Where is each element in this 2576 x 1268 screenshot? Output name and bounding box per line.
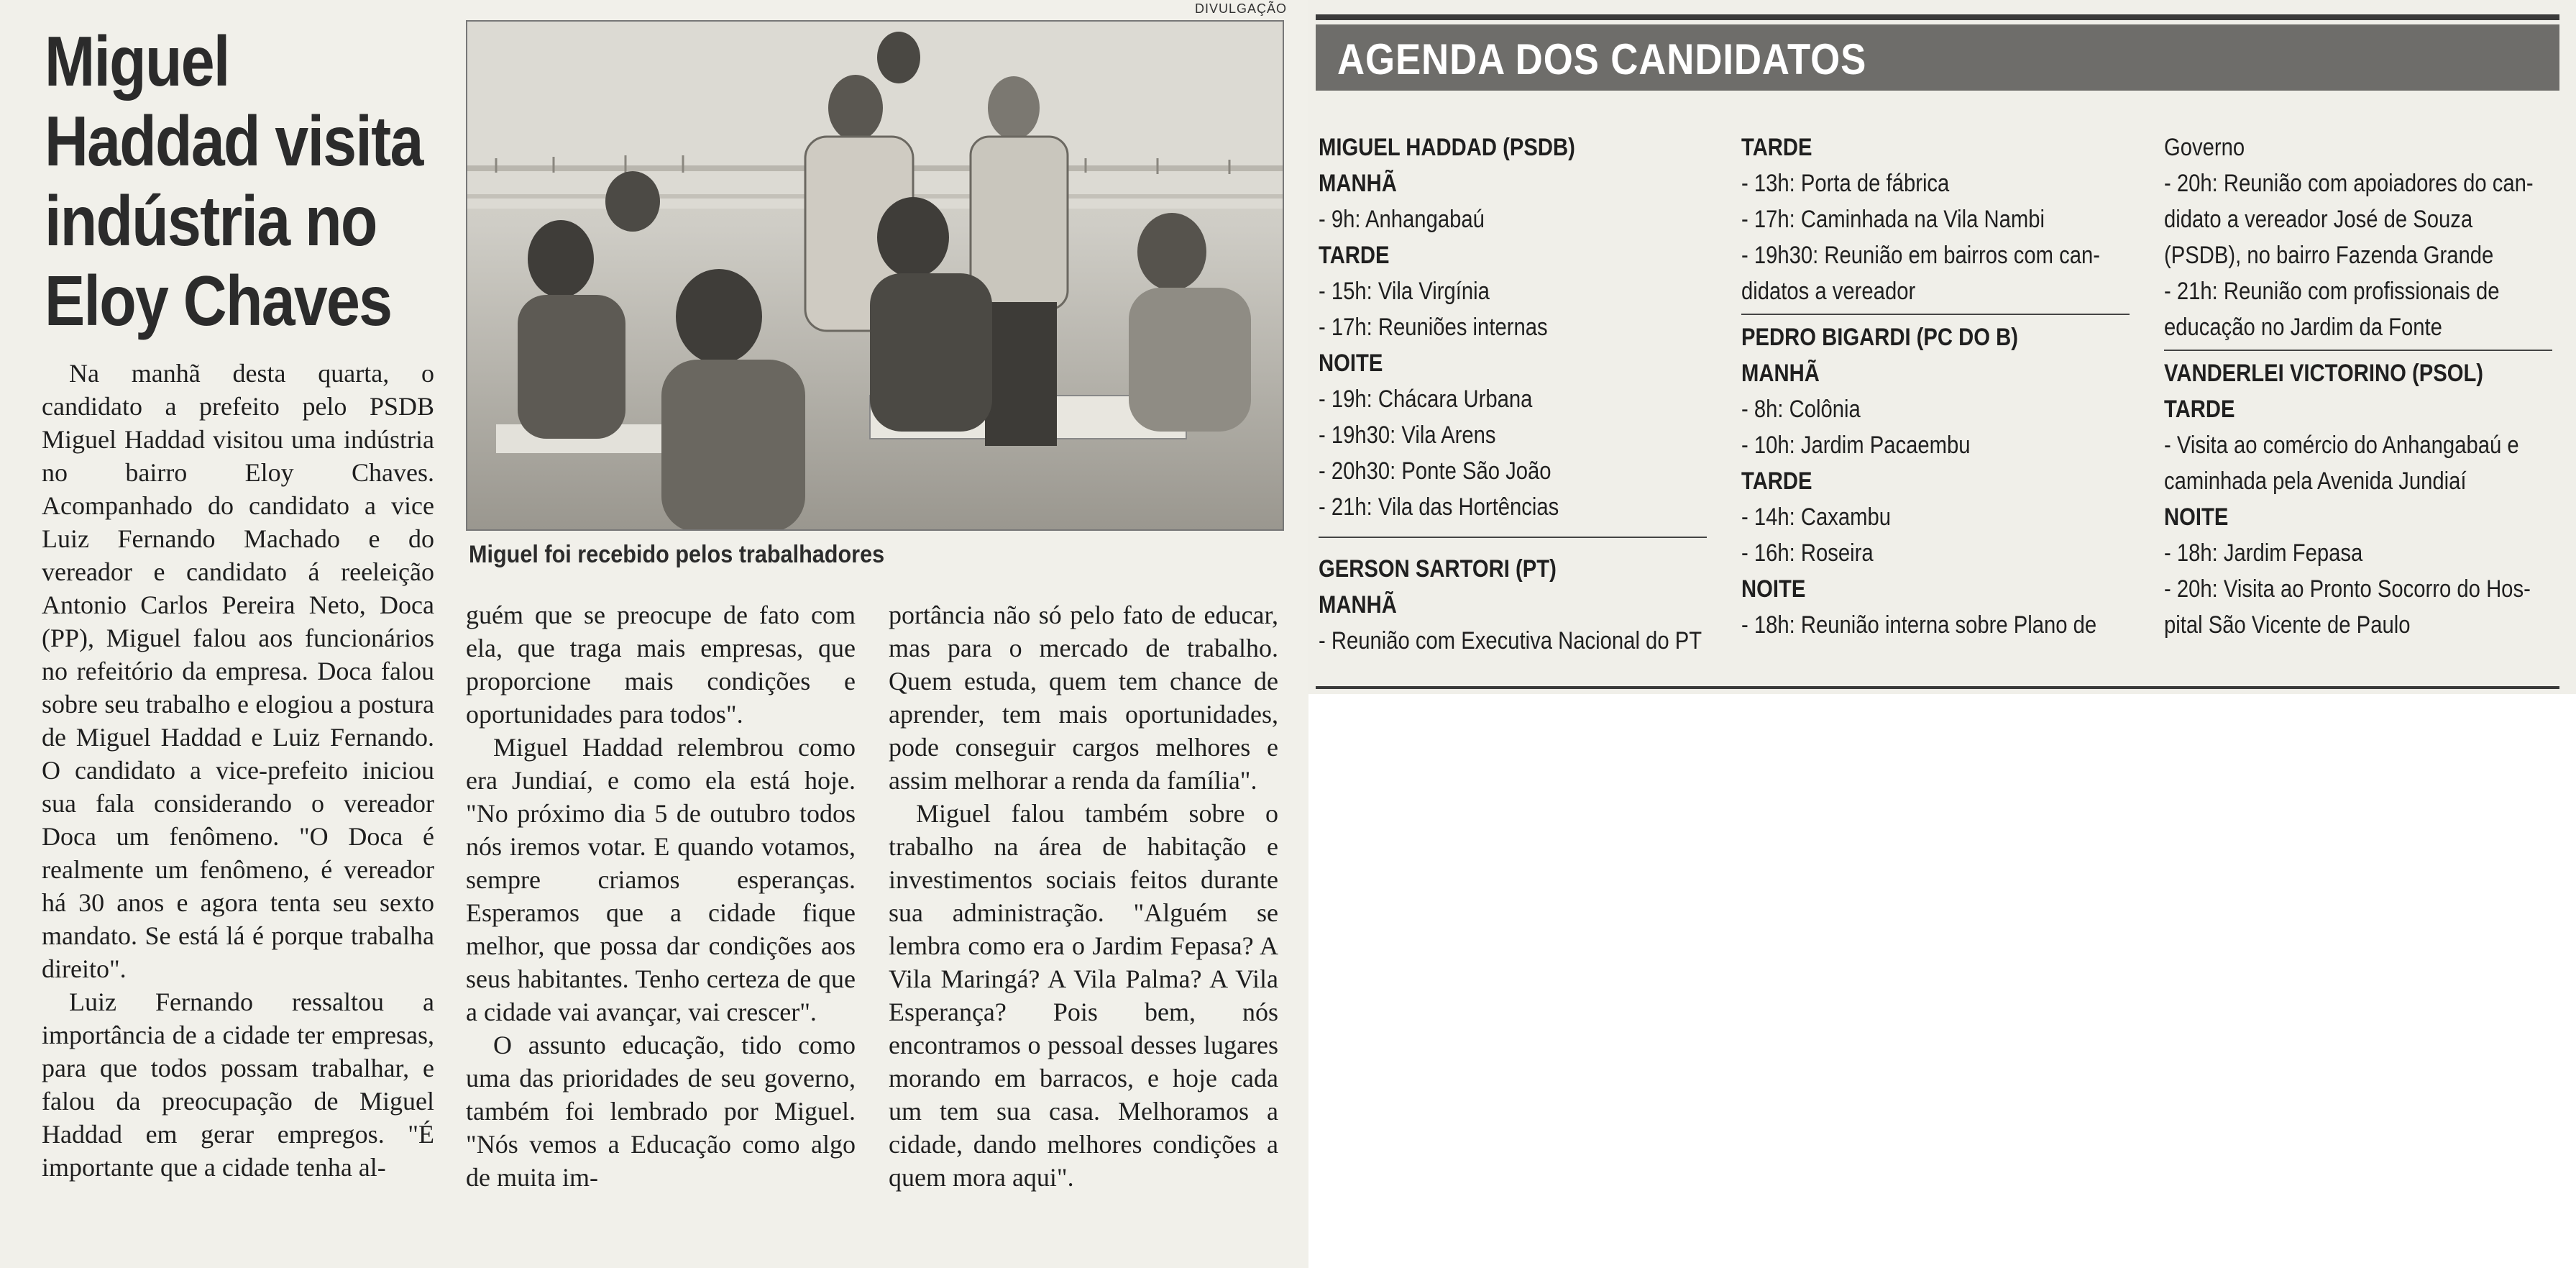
period-label: MANHÃ [1319, 591, 1397, 619]
agenda-item: - 21h: Reunião com profissionais de [2164, 278, 2500, 305]
period-label: NOITE [2164, 503, 2229, 531]
agenda-item: - 10h: Jardim Pacaembu [1741, 432, 1971, 459]
agenda-item: - 18h: Jardim Fepasa [2164, 539, 2363, 567]
period-label: MANHÃ [1741, 360, 1820, 387]
paragraph: Miguel Haddad relembrou como era Jundiaí, e como ela está hoje. "No próximo dia 5 de outubro todos nós iremos votar. E quando votamos, sempre criamos esperanças. Esperamos que a cidade fique melhor, que possa dar condições aos seus habitantes. Tenho certeza de que a cidade vai avançar, vai crescer". [466, 733, 856, 1026]
agenda-item: - 9h: Anhangabaú [1319, 206, 1485, 233]
agenda-item: - 19h30: Vila Arens [1319, 421, 1496, 449]
period-label: TARDE [1319, 242, 1390, 269]
period-label: TARDE [1741, 134, 1812, 161]
agenda-item: pital São Vicente de Paulo [2164, 611, 2411, 639]
paragraph: guém que se preocupe de fato com ela, que traga mais empresas, que proporcione mais condições e oportunidades para todos". [466, 601, 856, 729]
section-divider [1319, 537, 1707, 538]
agenda-item: caminhada pela Avenida Jundiaí [2164, 467, 2467, 495]
article-column-3 [889, 598, 1278, 1194]
agenda-item: - 20h: Reunião com apoiadores do can- [2164, 170, 2534, 197]
agenda-item: - Reunião com Executiva Nacional do PT [1319, 627, 1702, 654]
agenda-top-rule [1316, 14, 2559, 20]
agenda-item: - 20h: Visita ao Pronto Socorro do Hos- [2164, 575, 2531, 603]
headline-line: Haddad visita [45, 101, 423, 181]
agenda-item: (PSDB), no bairro Fazenda Grande [2164, 242, 2494, 269]
article-photo [466, 20, 1284, 531]
paragraph: Na manhã desta quarta, o candidato a prefeito pelo PSDB Miguel Haddad visitou uma indústria no bairro Eloy Chaves. Acompanhado do candidato a vice Luiz Fernando Machado e do vereador e candidato á reeleição Antonio Carlos Pereira Neto, Doca (PP), Miguel falou aos funcionários no refeitório da empresa. Doca falou sobre seu trabalho e elogiou a postura de Miguel Haddad e Luiz Fernando. O candidato a vice-prefeito iniciou sua fala considerando o vereador Doca um fenômeno. "O Doca é realmente um fenômeno, é vereador há 30 anos e agora tenta seu sexto mandato. Se está lá é porque trabalha direito". [42, 359, 434, 983]
agenda-item: - 18h: Reunião interna sobre Plano de [1741, 611, 2097, 639]
section-divider [1741, 314, 2130, 315]
period-label: MANHÃ [1319, 170, 1397, 197]
candidate-name: MIGUEL HADDAD (PSDB) [1319, 134, 1575, 161]
agenda-column-1 [1319, 129, 1721, 659]
photo-scene [467, 22, 1283, 529]
agenda-item: Governo [2164, 134, 2245, 161]
agenda-column-2 [1741, 129, 2144, 643]
agenda-item: - 19h: Chácara Urbana [1319, 386, 1533, 413]
agenda-item: - 8h: Colônia [1741, 396, 1861, 423]
agenda-item: - 14h: Caxambu [1741, 503, 1892, 531]
article-column-2 [466, 598, 856, 1194]
period-label: TARDE [2164, 396, 2235, 423]
agenda-item: - Visita ao comércio do Anhangabaú e [2164, 432, 2519, 459]
candidate-name: PEDRO BIGARDI (PC DO B) [1741, 324, 2019, 351]
agenda-item: - 15h: Vila Virgínia [1319, 278, 1490, 305]
agenda-item: didato a vereador José de Souza [2164, 206, 2473, 233]
paragraph: portância não só pelo fato de educar, mas para o mercado de trabalho. Quem estuda, quem tem chance de aprender, tem mais oportunidades, pode conseguir cargos melhores e assim melhorar a renda da família". [889, 601, 1278, 795]
agenda-item: educação no Jardim da Fonte [2164, 314, 2442, 341]
candidate-name: GERSON SARTORI (PT) [1319, 555, 1557, 583]
agenda-item: - 17h: Caminhada na Vila Nambi [1741, 206, 2045, 233]
article-column-1 [42, 357, 434, 1184]
agenda-column-3 [2164, 129, 2567, 643]
photo-caption: Miguel foi recebido pelos trabalhadores [469, 541, 885, 568]
article-headline [45, 22, 447, 341]
paragraph: O assunto educação, tido como uma das prioridades de seu governo, também foi lembrado por Miguel. "Nós vemos a Educação como algo de muita im- [466, 1031, 856, 1192]
agenda-bottom-rule [1316, 686, 2559, 689]
headline-line: indústria no [45, 181, 377, 260]
agenda-item: - 19h30: Reunião em bairros com can- [1741, 242, 2100, 269]
paragraph: Luiz Fernando ressaltou a importância de a cidade ter empresas, para que todos possam trabalhar, e falou da preocupação de Miguel Haddad em gerar empregos. "É importante que a cidade tenha al- [42, 988, 434, 1182]
agenda-item: - 20h30: Ponte São João [1319, 457, 1551, 485]
period-label: NOITE [1741, 575, 1806, 603]
paragraph: Miguel falou também sobre o trabalho na área de habitação e investimentos sociais feitos durante sua administração. "Alguém se lembra como era o Jardim Fepasa? A Vila Maringá? A Vila Palma? A Vila Esperança? Pois bem, nós encontramos o pessoal desses lugares morando em barracos, e hoje cada um tem sua casa. Melhoramos a cidade, dando melhores condições a quem mora aqui". [889, 799, 1278, 1192]
section-divider [2164, 350, 2552, 351]
period-label: TARDE [1741, 467, 1812, 495]
agenda-item: didatos a vereador [1741, 278, 1916, 305]
period-label: NOITE [1319, 350, 1383, 377]
agenda-item: - 17h: Reuniões internas [1319, 314, 1548, 341]
agenda-item: - 13h: Porta de fábrica [1741, 170, 1950, 197]
agenda-title: AGENDA DOS CANDIDATOS [1337, 35, 1867, 83]
headline-line: Miguel [45, 22, 229, 101]
headline-line: Eloy Chaves [45, 261, 392, 340]
candidate-name: VANDERLEI VICTORINO (PSOL) [2164, 360, 2484, 387]
agenda-item: - 16h: Roseira [1741, 539, 1874, 567]
photo-credit: DIVULGAÇÃO [1195, 1, 1288, 16]
agenda-item: - 21h: Vila das Hortências [1319, 493, 1559, 521]
